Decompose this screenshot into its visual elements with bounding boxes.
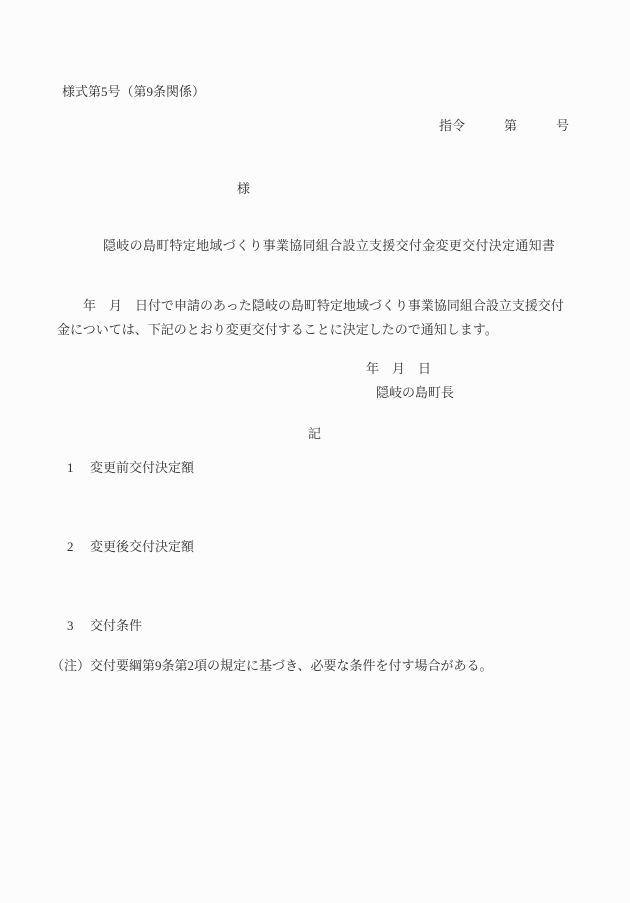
list-item-3-label: 交付条件 [90, 618, 143, 633]
issue-date-line: 年 月 日 [366, 361, 432, 376]
addressee-honorific: 様 [237, 181, 251, 196]
list-item-1 [67, 460, 194, 475]
list-item-1-number: 1 [67, 460, 74, 475]
body-paragraph-line-1: 年 月 日付で申請のあった隠岐の島町特定地域づくり事業協同組合設立支援交付 [57, 298, 564, 313]
list-item-2-label: 変更後交付決定額 [90, 539, 195, 554]
list-item-3-number: 3 [67, 618, 74, 633]
body-paragraph-line-2: 金については、下記のとおり変更交付することに決定したので通知します。 [57, 322, 498, 337]
list-item-1-label: 変更前交付決定額 [90, 460, 195, 475]
footnote: （注）交付要綱第9条第2項の規定に基づき、必要な条件を付す場合がある。 [51, 658, 493, 673]
document-title: 隠岐の島町特定地域づくり事業協同組合設立支援交付金変更交付決定通知書 [103, 238, 556, 253]
form-number: 様式第5号（第9条関係） [62, 84, 206, 99]
list-item-2-number: 2 [67, 539, 74, 554]
list-item-3 [67, 618, 142, 633]
directive-number-line: 指令 第 号 [439, 118, 570, 133]
list-marker-ki: 記 [308, 426, 322, 441]
issuer-name: 隠岐の島町長 [376, 385, 455, 400]
list-item-2 [67, 539, 194, 554]
